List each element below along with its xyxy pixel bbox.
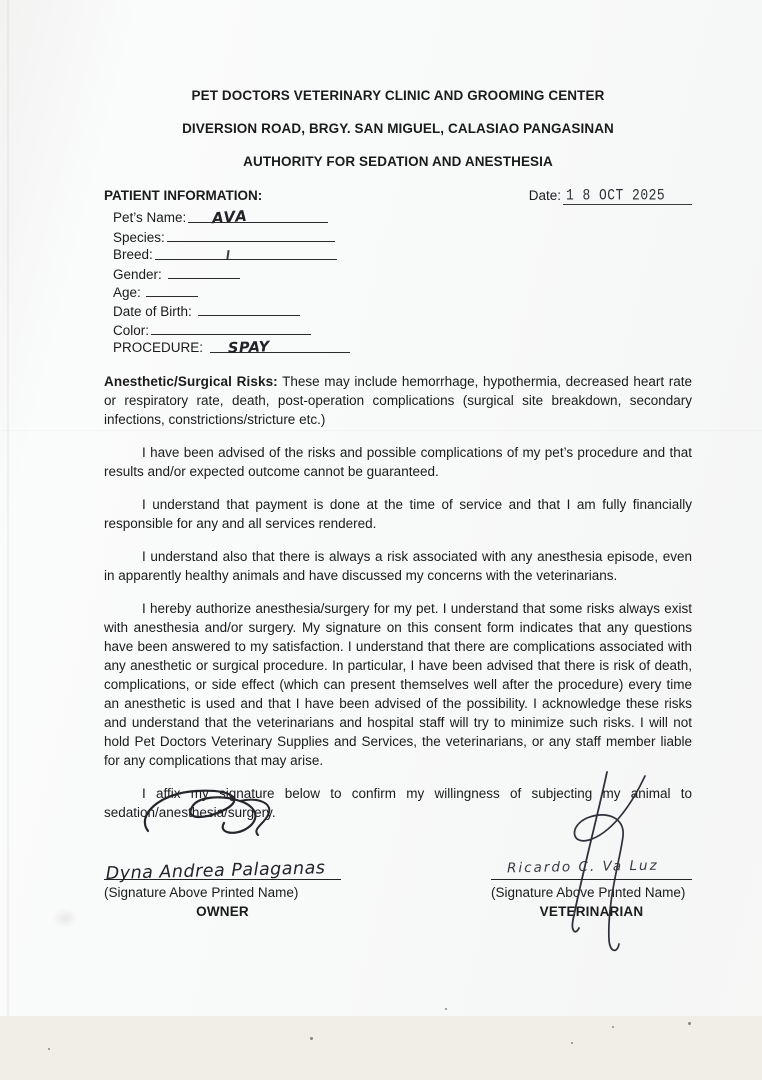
clinic-address: DIVERSION ROAD, BRGY. SAN MIGUEL, CALASIAO PANGASINAN [182,121,614,136]
dust-speck [445,1008,447,1010]
field-label: Breed: [113,247,153,263]
consent-paragraph-3: I understand also that there is always a risk associated with any anesthesia episode, even in apparently healthy animals and have discussed my concerns with the veterinarians. [104,548,692,583]
risks-paragraph [104,372,692,429]
date-label: Date: [528,188,561,203]
field-label: Color: [113,322,150,338]
dust-speck [612,1026,614,1028]
field-underline [167,227,335,242]
risks-text: These may include hemorrhage, hypothermia, decreased heart rate or respiratory rate, death, post-operation complications (surgical site breakdown, secondary infections, constrictions/stricture etc.) [104,373,692,427]
owner-role-label: OWNER [196,903,249,919]
field-underline [155,245,337,260]
patient-fields [113,208,692,357]
field-date-of-birth [113,301,692,320]
dust-speck [48,1048,50,1050]
date-stamp: 1 8 OCT 2025 [566,187,666,206]
field-breed [113,245,692,264]
veterinarian-printed-name: Ricardo C. Va Luz [506,857,659,877]
field-underline [210,338,350,357]
patient-info-header [104,186,692,205]
consent-paragraph-5: I affix my signature below to confirm my willingness of subjecting my animal to sedation/anesthesia/surgery. [104,785,692,820]
field-procedure [113,338,692,357]
field-underline [151,320,311,335]
form-title: AUTHORITY FOR SEDATION AND ANESTHESIA [243,154,553,169]
veterinarian-signature-block [491,828,692,921]
field-label: Pet’s Name: [113,210,187,225]
date-field [529,186,692,205]
risks-label: Anesthetic/Surgical Risks: [104,373,278,389]
date-underline [563,187,692,205]
dust-speck [688,1022,691,1025]
document-header [104,86,692,171]
field-age [113,282,692,301]
dust-speck [310,1037,313,1040]
field-label: Species: [113,229,165,245]
consent-paragraph-1: I have been advised of the risks and possible complications of my pet’s procedure and that results and/or expected outcome cannot be guaranteed. [104,444,692,479]
veterinarian-signature-caption: (Signature Above Printed Name) [491,884,686,900]
handwritten-pet-name: AVA [211,206,249,228]
field-underline [188,206,328,228]
field-underline [198,301,300,316]
field-label: Age: [113,285,141,301]
owner-signature-caption: (Signature Above Printed Name) [104,884,299,900]
veterinarian-role-label: VETERINARIAN [539,903,644,919]
owner-signature-block [104,828,341,921]
scanner-background [0,1016,762,1080]
owner-signature-line [104,828,341,884]
field-label: Gender: [113,266,162,282]
field-label: PROCEDURE: [113,340,204,356]
field-underline [168,264,240,279]
field-label: Date of Birth: [113,303,192,319]
patient-info-title: PATIENT INFORMATION: [104,188,263,203]
field-color [113,320,692,339]
signature-area [104,828,692,921]
clinic-name: PET DOCTORS VETERINARY CLINIC AND GROOMING CENTER [191,88,605,103]
dust-speck [571,1042,573,1044]
veterinarian-signature-line [491,828,692,880]
field-pets-name [113,208,692,227]
field-underline [146,282,198,297]
field-species [113,227,692,246]
owner-printed-name: Dyna Andrea Palaganas [105,858,326,884]
consent-paragraph-2: I understand that payment is done at the time of service and that I am fully financially responsible for any and all services rendered. [104,496,692,531]
stray-pen-mark [226,250,229,259]
field-gender [113,264,692,283]
handwritten-procedure: SPAY [227,339,271,357]
consent-paragraph-4: I hereby authorize anesthesia/surgery for my pet. I understand that some risks always exist with anesthesia and/or surgery. My signature on this consent form indicates that any questions have been answered to my satisfaction. I understand that there are complications associated with any anesthetic or surgical procedure. In particular, I have been advised that there is risk of death, complications, or side effect (which can present themselves well after the procedure) every time an anesthetic is used and that I have been advised of the possibility. I acknowledge these risks and understand that the veterinarians and hospital staff will try to minimize such risks. I will not hold Pet Doctors Veterinary Supplies and Services, the veterinarians, or any staff member liable for any complications that may arise. [104,600,692,768]
